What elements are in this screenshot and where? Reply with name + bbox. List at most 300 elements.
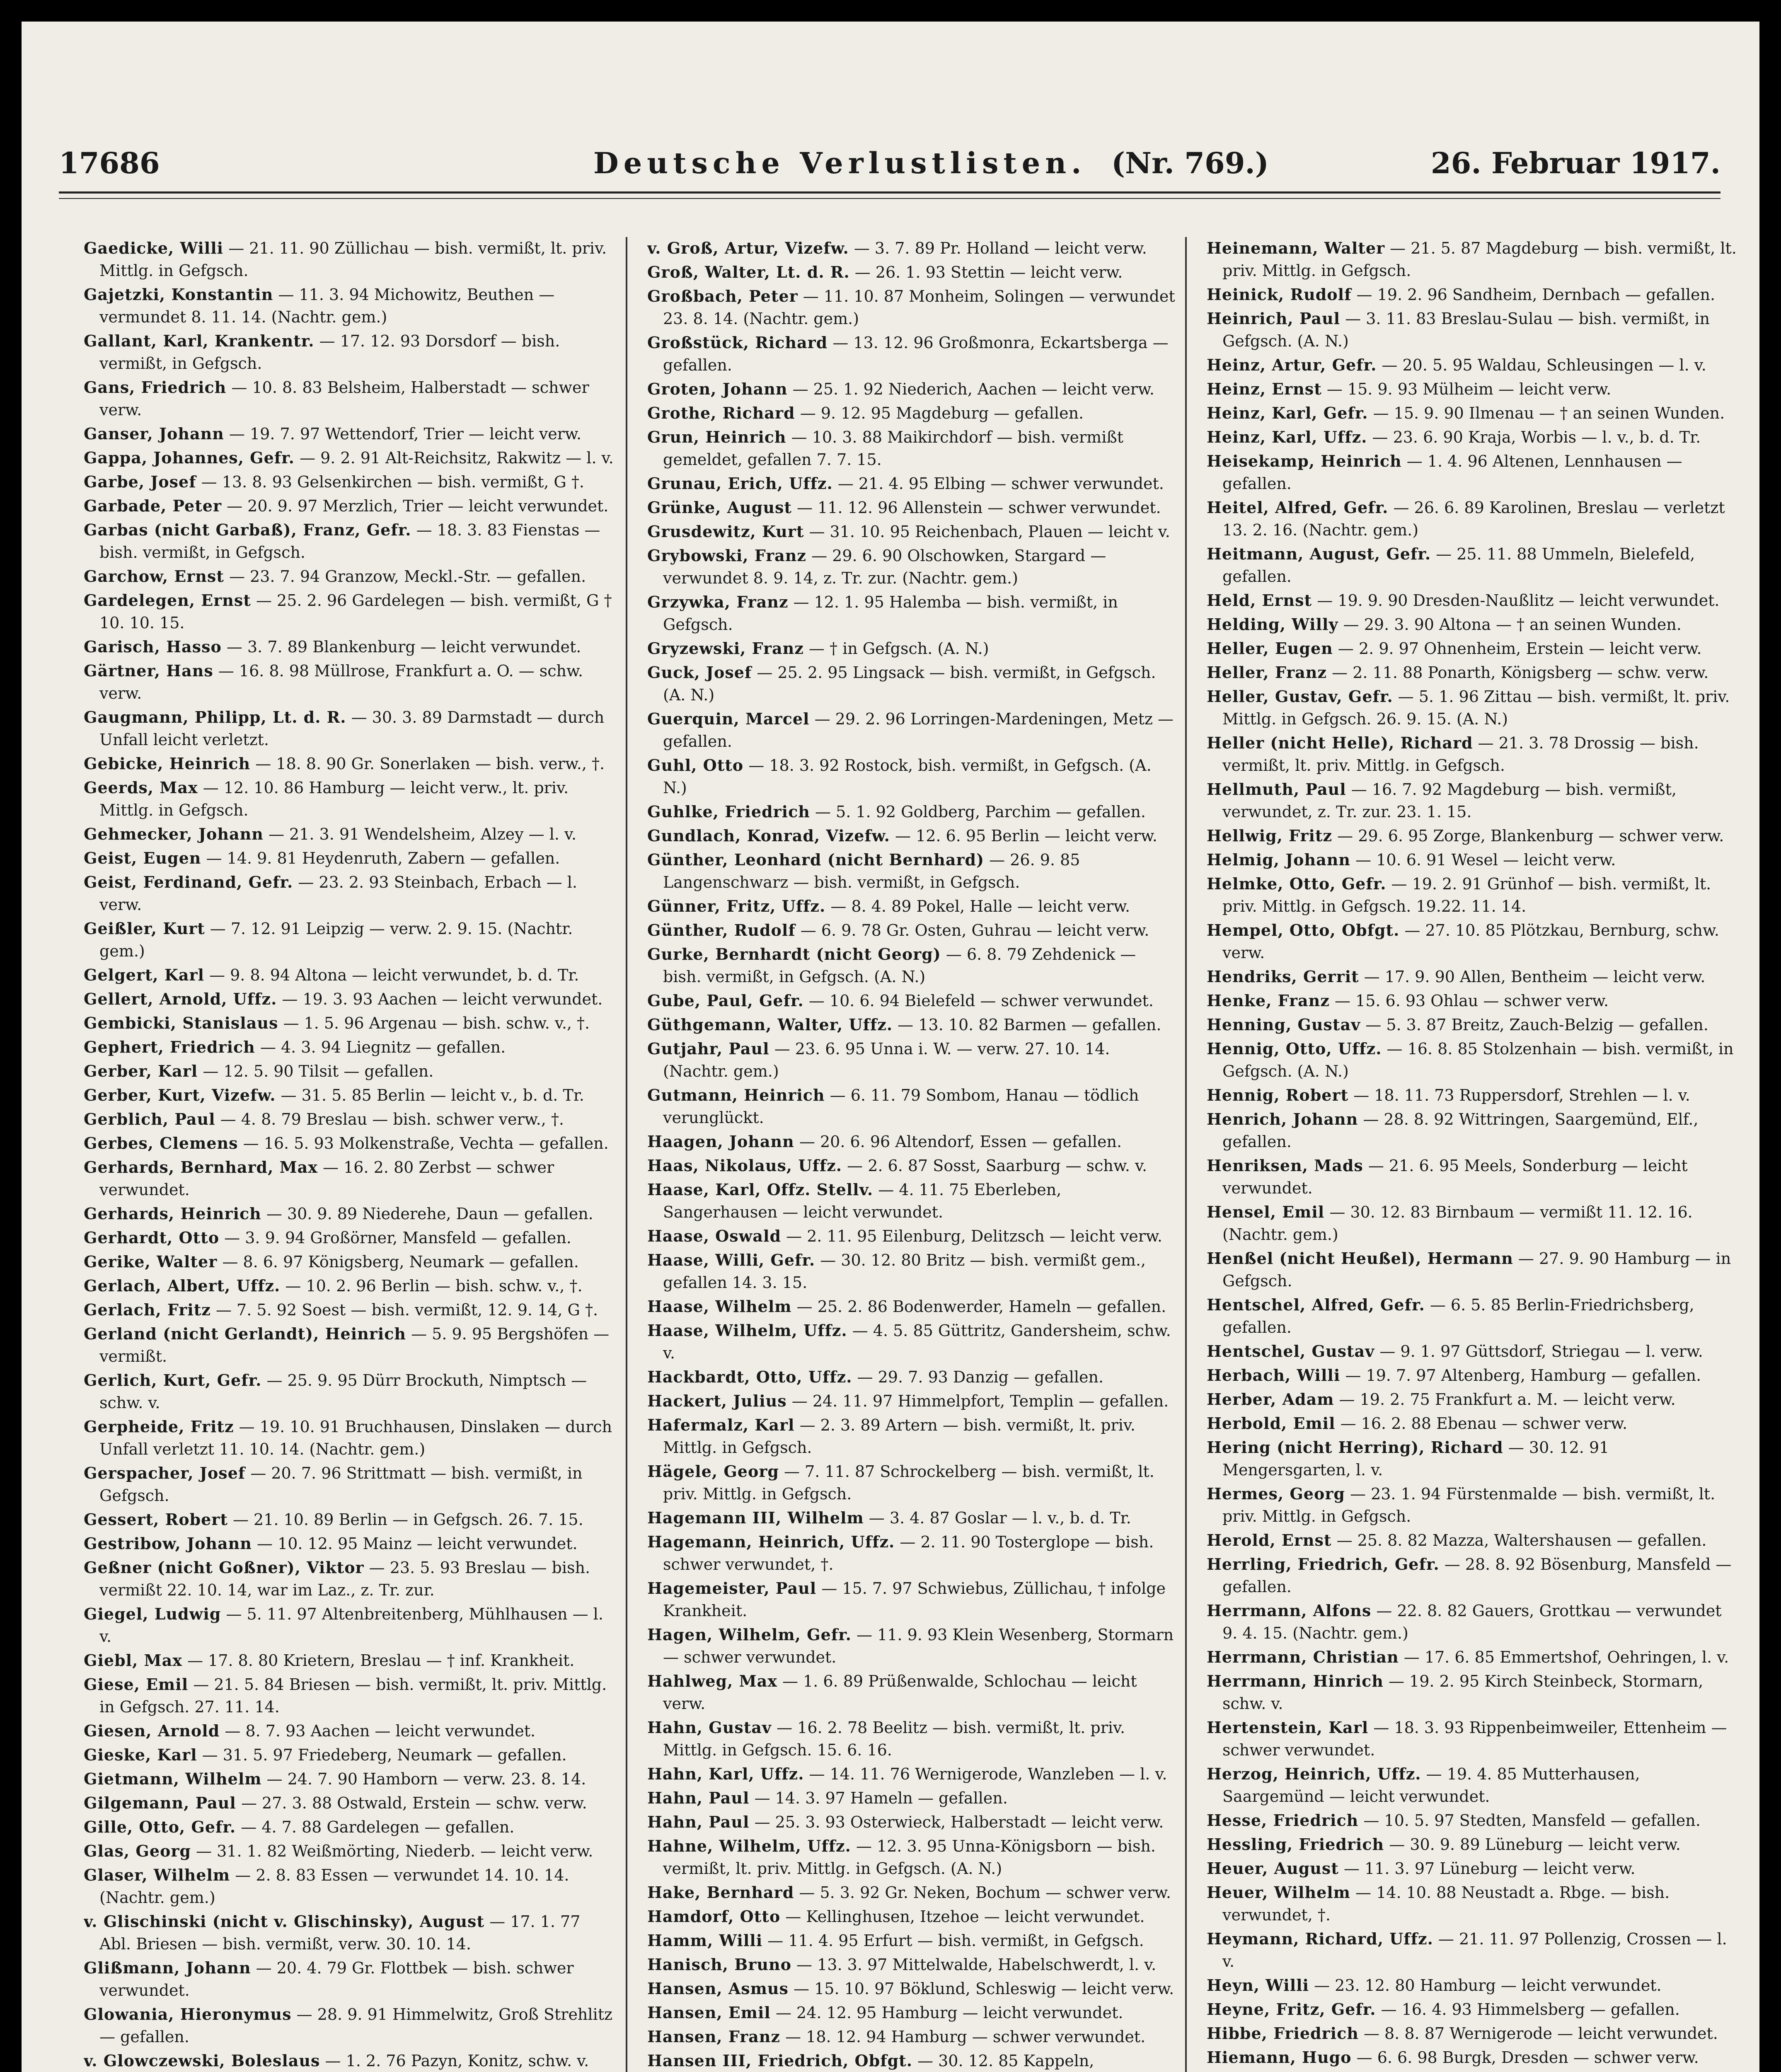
entry-name: Geist, Eugen (84, 849, 201, 867)
entry-name: Gryzewski, Franz (647, 639, 804, 658)
entry-name: Gurke, Bernhardt (nicht Georg) (647, 945, 941, 963)
entry-detail: — 17. 6. 85 Emmertshof, Oehringen, l. v. (1404, 1648, 1729, 1666)
entry-name: Geerds, Max (84, 778, 198, 797)
entry-detail: — 10. 8. 83 Belsheim, Halberstadt — schwer verw. (99, 378, 589, 419)
entry-name: Gerbes, Clemens (84, 1134, 238, 1152)
entry-name: Gajetzki, Konstantin (84, 285, 273, 304)
entry-name: Gube, Paul, Gefr. (647, 991, 804, 1010)
entry-name: Glaser, Wilhelm (84, 1866, 230, 1884)
entry-name: Hamm, Willi (647, 1931, 763, 1950)
entry-detail: — 1. 6. 89 Prüßenwalde, Schlochau — leicht verw. (663, 1672, 1137, 1713)
casualty-entry (1207, 1364, 1737, 1387)
casualty-entry (1207, 1483, 1737, 1527)
entry-name: Hansen, Asmus (647, 1979, 789, 1998)
entry-detail: — 1. 2. 76 Pazyn, Konitz, schw. v. (325, 2052, 589, 2070)
entry-name: Haase, Wilhelm, Uffz. (647, 1321, 847, 1340)
entry-name: Hagemann, Heinrich, Uffz. (647, 1532, 895, 1551)
entry-name: Held, Ernst (1207, 591, 1312, 610)
entry-detail: — 15. 9. 90 Ilmenau — † an seinen Wunden. (1373, 404, 1725, 422)
entry-detail: — 5. 3. 92 Gr. Neken, Bochum — schwer verw. (799, 1883, 1171, 1902)
casualty-entry (647, 1319, 1178, 1364)
entry-name: Heinz, Karl, Gefr. (1207, 404, 1368, 422)
entry-detail: — 23. 7. 94 Granzow, Meckl.-Str. — gefallen. (229, 567, 586, 586)
casualty-entry (647, 545, 1178, 589)
entry-name: Gutjahr, Paul (647, 1039, 770, 1058)
entry-detail: — 13. 8. 93 Gelsenkirchen — bish. vermißt, G †. (201, 473, 584, 491)
entry-name: Hellmuth, Paul (1207, 780, 1346, 799)
entry-detail: — 16. 2. 78 Beelitz — bish. vermißt, lt. priv. Mittlg. in Gefgsch. 15. 6. 16. (663, 1719, 1125, 1759)
entry-detail: — 18. 3. 93 Rippenbeimweiler, Ettenheim — schwer verwundet. (1222, 1719, 1727, 1759)
entry-detail: — 21. 11. 90 Züllichau — bish. vermißt, lt. priv. Mittlg. in Gefgsch. (99, 239, 607, 280)
entry-detail: — 5. 1. 92 Goldberg, Parchim — gefallen. (815, 803, 1146, 821)
casualty-entry (84, 376, 614, 421)
entry-name: Hagemeister, Paul (647, 1579, 817, 1598)
casualty-entry (84, 1649, 614, 1672)
entry-detail: — 19. 7. 97 Altenberg, Hamburg — gefallen. (1345, 1366, 1701, 1385)
casualty-entry (84, 237, 614, 282)
entry-name: Hagemann III, Wilhelm (647, 1508, 864, 1527)
entry-name: Heller, Franz (1207, 663, 1327, 682)
casualty-entry (647, 1038, 1178, 1082)
casualty-entry (84, 1108, 614, 1130)
entry-detail: — 16. 7. 92 Magdeburg — bish. vermißt, verwundet, z. Tr. zur. 23. 1. 15. (1222, 780, 1677, 821)
column-2 (647, 237, 1178, 2072)
entry-detail: — 21. 3. 91 Wendelsheim, Alzey — l. v. (268, 825, 577, 843)
entry-name: Gans, Friedrich (84, 378, 227, 397)
entry-name: Großbach, Peter (647, 287, 798, 305)
entry-name: Henning, Gustav (1207, 1015, 1361, 1034)
page-header (59, 146, 1721, 196)
casualty-entry (647, 1905, 1178, 1928)
entry-name: Giese, Emil (84, 1675, 189, 1694)
entry-name: Hansen, Franz (647, 2027, 780, 2046)
casualty-entry (647, 496, 1178, 519)
entry-detail: — 16. 2. 88 Ebenau — schwer verw. (1340, 1414, 1628, 1433)
entry-detail: — 10. 3. 88 Maikirchdorf — bish. vermißt gemeldet, gefallen 7. 7. 15. (663, 428, 1123, 469)
casualty-entry (84, 283, 614, 328)
casualty-entry (1207, 354, 1737, 376)
casualty-entry (647, 378, 1178, 400)
entry-name: Hering (nicht Herring), Richard (1207, 1438, 1503, 1457)
entry-detail: — 25. 2. 96 Gardelegen — bish. vermißt, G † 10. 10. 15. (99, 591, 612, 632)
casualty-entry (1207, 1974, 1737, 1997)
entry-name: Hake, Bernhard (647, 1883, 794, 1902)
casualty-entry (84, 1957, 614, 2002)
entry-detail: — 21. 5. 84 Briesen — bish. vermißt, lt. priv. Mittlg. in Gefgsch. 27. 11. 14. (99, 1675, 607, 1716)
casualty-entry (1207, 1833, 1737, 1856)
casualty-entry (84, 471, 614, 493)
entry-detail: — 25. 9. 95 Dürr Brockuth, Nimptsch — schw. v. (99, 1371, 587, 1412)
casualty-entry (84, 636, 614, 658)
entry-name: Heitel, Alfred, Gefr. (1207, 498, 1389, 517)
entry-name: Groß, Walter, Lt. d. R. (647, 263, 850, 281)
entry-detail: — 15. 6. 93 Ohlau — schwer verw. (1334, 992, 1609, 1010)
entry-name: Helding, Willy (1207, 615, 1338, 634)
entry-detail: — 7. 11. 87 Schrockelberg — bish. vermißt, lt. priv. Mittlg. in Gefgsch. (663, 1462, 1154, 1503)
entry-name: Garbade, Peter (84, 496, 222, 515)
entry-name: Hagen, Wilhelm, Gefr. (647, 1625, 852, 1644)
entry-detail: — 6. 11. 79 Sombom, Hanau — tödlich verunglückt. (663, 1086, 1139, 1127)
casualty-entry (1207, 1014, 1737, 1036)
entry-name: Gebicke, Heinrich (84, 754, 251, 773)
casualty-entry (84, 1768, 614, 1790)
entry-detail: — 19. 2. 91 Grünhof — bish. vermißt, lt. priv. Mittlg. in Gefgsch. 19.22. 11. 14. (1222, 875, 1711, 915)
entry-name: Gerhards, Heinrich (84, 1204, 261, 1223)
casualty-entry (1207, 2046, 1737, 2069)
casualty-entry (84, 1910, 614, 1955)
entry-name: Gille, Otto, Gefr. (84, 1818, 236, 1836)
casualty-entry (647, 990, 1178, 1012)
casualty-entry (1207, 1294, 1737, 1339)
entry-detail: — 23. 12. 80 Hamburg — leicht verwundet. (1314, 1976, 1662, 1995)
entry-detail: — 15. 10. 97 Böklund, Schleswig — leicht verw. (794, 1980, 1174, 1998)
entry-name: Grzywka, Franz (647, 593, 789, 611)
entry-detail: — 17. 1. 77 Abl. Briesen — bish. vermißt, verw. 30. 10. 14. (99, 1912, 581, 1953)
casualty-entry (647, 402, 1178, 424)
casualty-entry (84, 1012, 614, 1034)
casualty-entry (647, 1225, 1178, 1247)
entry-name: Henke, Franz (1207, 991, 1330, 1010)
casualty-entry (647, 1881, 1178, 1904)
casualty-entry (84, 1532, 614, 1555)
entry-detail: — 18. 3. 92 Rostock, bish. vermißt, in Gefgsch. (A. N.) (663, 756, 1152, 797)
entry-detail: — 31. 5. 97 Friedeberg, Neumark — gefallen. (202, 1746, 567, 1764)
entry-detail: — 14. 3. 97 Hameln — gefallen. (754, 1789, 1008, 1807)
entry-name: Heinemann, Walter (1207, 239, 1385, 257)
casualty-entry (84, 519, 614, 564)
publication-title: Deutsche Verlustlisten. (593, 146, 1087, 180)
casualty-entry (1207, 1436, 1737, 1481)
entry-detail: — 20. 7. 96 Strittmatt — bish. vermißt, in Gefgsch. (99, 1464, 583, 1505)
entry-name: Hennig, Robert (1207, 1086, 1349, 1104)
entry-name: Hellwig, Fritz (1207, 826, 1333, 845)
casualty-entry (1207, 1084, 1737, 1106)
casualty-entry (1207, 589, 1737, 612)
entry-name: Gellert, Arnold, Uffz. (84, 990, 277, 1008)
entry-detail: — 1. 4. 96 Altenen, Lennhausen — gefallen. (1222, 452, 1682, 493)
casualty-entry (1207, 966, 1737, 988)
entry-detail: — 15. 9. 93 Mülheim — leicht verw. (1326, 380, 1612, 398)
casualty-entry (1207, 237, 1737, 282)
column-divider (1185, 237, 1187, 2072)
entry-detail: — 30. 9. 89 Niederehe, Daun — gefallen. (266, 1205, 593, 1223)
casualty-entry (647, 754, 1178, 799)
entry-detail: — 16. 5. 93 Molkenstraße, Vechta — gefallen. (243, 1134, 609, 1152)
entry-detail: — 11. 12. 96 Allenstein — schwer verwundet. (797, 499, 1161, 517)
entry-name: Hahn, Paul (647, 1789, 750, 1807)
entry-detail: — 22. 8. 82 Gauers, Grottkau — verwundet 9. 4. 15. (Nachtr. gem.) (1222, 1602, 1722, 1642)
casualty-entry (1207, 1646, 1737, 1668)
casualty-entry (1207, 1038, 1737, 1082)
casualty-entry (647, 261, 1178, 283)
casualty-entry (647, 1014, 1178, 1036)
entry-detail: — 2. 9. 97 Ohnenheim, Erstein — leicht verw. (1338, 639, 1702, 658)
entry-detail: — 27. 3. 88 Ostwald, Erstein — schw. verw. (241, 1794, 587, 1812)
entry-name: Geßner (nicht Goßner), Viktor (84, 1558, 364, 1577)
column-1 (84, 237, 614, 2072)
entry-detail: — Kellinghusen, Itzehoe — leicht verwundet. (785, 1907, 1145, 1926)
entry-name: Heymann, Richard, Uffz. (1207, 1929, 1433, 1948)
casualty-entry (647, 1366, 1178, 1388)
entry-name: Gelgert, Karl (84, 966, 204, 984)
entry-detail: — 3. 7. 89 Pr. Holland — leicht verw. (854, 239, 1147, 257)
entry-detail: — 17. 12. 93 Dorsdorf — bish. vermißt, in Gefgsch. (99, 332, 560, 373)
entry-name: Gaugmann, Philipp, Lt. d. R. (84, 708, 346, 726)
entry-detail: — 7. 12. 91 Leipzig — verw. 2. 9. 15. (Nachtr. gem.) (99, 920, 573, 960)
entry-name: Ganser, Johann (84, 424, 224, 443)
entry-name: Heller (nicht Helle), Richard (1207, 733, 1473, 752)
entry-name: Hägele, Georg (647, 1462, 779, 1481)
entry-name: Heuer, Wilhelm (1207, 1883, 1350, 1902)
entry-name: Gestribow, Johann (84, 1534, 252, 1553)
entry-detail: — 30. 3. 89 Darmstadt — durch Unfall leicht verletzt. (99, 708, 605, 749)
entry-name: Gerike, Walter (84, 1252, 218, 1271)
entry-name: Großstück, Richard (647, 333, 828, 352)
casualty-entry (84, 447, 614, 469)
entry-name: Hermes, Georg (1207, 1484, 1345, 1503)
casualty-entry (647, 1390, 1178, 1412)
casualty-entry (647, 1929, 1178, 1952)
entry-detail: — 19. 2. 75 Frankfurt a. M. — leicht verw. (1339, 1390, 1676, 1409)
entry-name: Gerber, Kurt, Vizefw. (84, 1086, 276, 1104)
casualty-entry (84, 1203, 614, 1225)
casualty-entry (84, 423, 614, 445)
casualty-entry (84, 660, 614, 704)
entry-name: Herold, Ernst (1207, 1531, 1332, 1549)
entry-name: Heller, Gustav, Gefr. (1207, 687, 1393, 706)
entry-detail: — 20. 5. 95 Waldau, Schleusingen — l. v. (1382, 356, 1706, 374)
casualty-entry (647, 708, 1178, 753)
entry-name: Haase, Karl, Offz. Stellv. (647, 1180, 874, 1199)
entry-name: Hamdorf, Otto (647, 1907, 781, 1926)
casualty-entry (647, 1811, 1178, 1833)
casualty-entry (84, 777, 614, 821)
entry-detail: — 21. 4. 95 Elbing — schwer verwundet. (837, 474, 1164, 493)
casualty-entry (647, 801, 1178, 823)
entry-detail: — 18. 3. 83 Fienstas — bish. vermißt, in Gefgsch. (99, 521, 600, 562)
casualty-entry (1207, 283, 1737, 306)
casualty-entry (1207, 1247, 1737, 1292)
entry-name: Heller, Eugen (1207, 639, 1333, 658)
entry-name: Giebl, Max (84, 1651, 182, 1670)
entry-detail: — 24. 7. 90 Hamborn — verw. 23. 8. 14. (266, 1770, 586, 1788)
entry-detail: — 25. 1. 92 Niederich, Aachen — leicht verw. (792, 380, 1154, 398)
entry-name: Grunau, Erich, Uffz. (647, 474, 833, 493)
entry-detail: — 5. 1. 96 Zittau — bish. vermißt, lt. priv. Mittlg. in Gefgsch. 26. 9. 15. (A. N.) (1222, 687, 1730, 728)
entry-detail: — 19. 10. 91 Bruchhausen, Dinslaken — durch Unfall verletzt 11. 10. 14. (Nachtr. gem.) (99, 1418, 612, 1458)
entry-detail: — 25. 8. 82 Mazza, Waltershausen — gefallen. (1336, 1531, 1707, 1549)
casualty-entry (647, 825, 1178, 847)
entry-name: Hafermalz, Karl (647, 1416, 795, 1434)
entry-name: Henriksen, Mads (1207, 1156, 1363, 1175)
issue-date: 26. Februar 1917. (1430, 146, 1721, 180)
entry-detail: — 20. 6. 96 Altendorf, Essen — gefallen. (799, 1133, 1122, 1151)
entry-name: v. Glischinski (nicht v. Glischinsky), August (84, 1912, 485, 1931)
entry-detail: — 23. 5. 93 Breslau — bish. vermißt 22. 10. 14, war im Laz., z. Tr. zur. (99, 1559, 590, 1599)
entry-name: Giesen, Arnold (84, 1721, 220, 1740)
casualty-entry (84, 1369, 614, 1414)
entry-name: Guhl, Otto (647, 756, 744, 775)
entry-detail: — 20. 4. 79 Gr. Flottbek — bish. schwer verwundet. (99, 1959, 574, 1999)
casualty-entry (84, 1792, 614, 1814)
entry-detail: — 25. 2. 86 Bodenwerder, Hameln — gefallen. (796, 1297, 1166, 1316)
entry-name: Günther, Leonhard (nicht Bernhard) (647, 850, 985, 869)
entry-name: Hensel, Emil (1207, 1203, 1325, 1221)
entry-name: Giegel, Ludwig (84, 1605, 221, 1623)
entry-detail: — 16. 2. 80 Zerbst — schwer verwundet. (99, 1158, 554, 1199)
casualty-entry (1207, 543, 1737, 588)
entry-detail: — 24. 11. 97 Himmelpfort, Templin — gefallen. (791, 1392, 1169, 1410)
entry-name: Heinick, Rudolf (1207, 285, 1352, 304)
casualty-entry (1207, 1670, 1737, 1715)
entry-name: Gieske, Karl (84, 1745, 197, 1764)
entry-detail: — 31. 10. 95 Reichenbach, Plauen — leicht v. (809, 523, 1170, 541)
entry-detail: — 6. 8. 79 Zehdenick — bish. vermißt, in Gefgsch. (A. N.) (663, 945, 1136, 986)
entry-detail: — 31. 5. 85 Berlin — leicht v., b. d. Tr. (281, 1086, 584, 1104)
entry-detail: — 20. 9. 97 Merzlich, Trier — leicht verwundet. (227, 497, 609, 515)
entry-detail: — 25. 11. 88 Ummeln, Bielefeld, gefallen. (1222, 545, 1695, 586)
casualty-entry (647, 472, 1178, 495)
casualty-entry (84, 1673, 614, 1718)
entry-name: Herrmann, Christian (1207, 1648, 1399, 1666)
entry-name: Hahn, Karl, Uffz. (647, 1765, 804, 1783)
entry-name: Hentschel, Gustav (1207, 1342, 1375, 1360)
entry-detail: — 5. 3. 87 Breitz, Zauch-Belzig — gefallen. (1365, 1016, 1708, 1034)
entry-name: Haas, Nikolaus, Uffz. (647, 1156, 842, 1175)
entry-name: Herber, Adam (1207, 1390, 1334, 1409)
entry-name: Hanisch, Bruno (647, 1955, 791, 1974)
entry-detail: — 6. 9. 78 Gr. Osten, Guhrau — leicht verw. (800, 921, 1149, 939)
casualty-entry (647, 1155, 1178, 1177)
entry-detail: — 26. 9. 85 Langenschwarz — bish. vermißt, in Gefgsch. (663, 851, 1080, 891)
entry-name: Gerlach, Fritz (84, 1300, 211, 1319)
entry-name: Guck, Josef (647, 663, 752, 682)
entry-detail: — 14. 9. 81 Heydenruth, Zabern — gefallen. (206, 849, 560, 867)
casualty-entry (647, 1577, 1178, 1622)
casualty-entry (84, 1720, 614, 1742)
casualty-entry (1207, 2022, 1737, 2045)
page-number: 17686 (59, 146, 160, 180)
header-rule-thin (59, 198, 1721, 199)
casualty-entry (84, 1462, 614, 1507)
entry-name: Guhlke, Friedrich (647, 802, 810, 821)
entry-detail: — 4. 5. 85 Güttritz, Gandersheim, schw. v. (663, 1322, 1171, 1362)
entry-detail: — 2. 3. 89 Artern — bish. vermißt, lt. priv. Mittlg. in Gefgsch. (663, 1416, 1135, 1457)
entry-detail: — 9. 8. 94 Altona — leicht verwundet, b. d. Tr. (209, 966, 579, 984)
entry-detail: — 4. 8. 79 Breslau — bish. schwer verw., †. (220, 1110, 564, 1128)
casualty-entry (1207, 1553, 1737, 1598)
casualty-entry (1207, 1716, 1737, 1761)
casualty-entry (84, 1132, 614, 1155)
entry-detail: — 10. 6. 94 Bielefeld — schwer verwundet. (808, 992, 1154, 1010)
entry-name: Hesse, Friedrich (1207, 1811, 1359, 1830)
entry-detail: — 8. 8. 87 Wernigerode — leicht verwundet. (1363, 2024, 1718, 2043)
entry-name: Heyn, Willi (1207, 1976, 1309, 1995)
entry-name: Haase, Oswald (647, 1227, 782, 1245)
casualty-entry (647, 1249, 1178, 1294)
entry-detail: — 14. 11. 76 Wernigerode, Wanzleben — l. v. (809, 1765, 1167, 1783)
entry-detail: — 12. 5. 90 Tilsit — gefallen. (203, 1062, 434, 1080)
casualty-entry (1207, 873, 1737, 917)
entry-detail: — 13. 12. 96 Großmonra, Eckartsberga — gefallen. (663, 334, 1169, 374)
entry-name: Heuer, August (1207, 1859, 1339, 1878)
casualty-entry (1207, 1600, 1737, 1644)
casualty-entry (1207, 685, 1737, 730)
casualty-entry (647, 1835, 1178, 1880)
casualty-entry (647, 2050, 1178, 2072)
entry-name: Gessert, Robert (84, 1510, 228, 1529)
entry-detail: — 6. 5. 85 Berlin-Friedrichsberg, gefallen. (1222, 1296, 1694, 1336)
entry-detail: — 25. 2. 95 Lingsack — bish. vermißt, in Gefgsch. (A. N.) (663, 663, 1156, 704)
entry-detail: — 23. 2. 93 Steinbach, Erbach — l. verw. (99, 873, 578, 914)
entry-name: Garbe, Josef (84, 472, 196, 491)
entry-name: Grun, Heinrich (647, 428, 786, 446)
casualty-entry (647, 285, 1178, 330)
entry-detail: — 25. 3. 93 Osterwieck, Halberstadt — leicht verw. (754, 1813, 1164, 1831)
casualty-entry (647, 943, 1178, 988)
casualty-entry (84, 1084, 614, 1106)
casualty-entry (84, 1299, 614, 1321)
casualty-entry (84, 1227, 614, 1249)
entry-name: Gerhardt, Otto (84, 1228, 220, 1247)
casualty-entry (1207, 1155, 1737, 1199)
casualty-entry (1207, 496, 1737, 541)
casualty-entry (647, 1670, 1178, 1715)
casualty-entry (1207, 1388, 1737, 1411)
casualty-entry (1207, 1809, 1737, 1832)
casualty-entry (84, 753, 614, 775)
casualty-entry (84, 330, 614, 375)
entry-detail: — 28. 9. 91 Himmelwitz, Groß Strehlitz — gefallen. (99, 2005, 612, 2046)
entry-name: Hentschel, Alfred, Gefr. (1207, 1295, 1425, 1314)
entry-detail: — 12. 6. 95 Berlin — leicht verw. (895, 827, 1157, 845)
casualty-entry (647, 426, 1178, 471)
entry-detail: — 26. 6. 89 Karolinen, Breslau — verletzt 13. 2. 16. (Nachtr. gem.) (1222, 499, 1725, 539)
entry-detail: — 6. 6. 98 Burgk, Dresden — schwer verw. (1356, 2048, 1699, 2067)
entry-name: Garbas (nicht Garbaß), Franz, Gefr. (84, 520, 411, 539)
entry-name: Helmke, Otto, Gefr. (1207, 874, 1387, 893)
entry-detail: — 11. 3. 94 Michowitz, Beuthen — vermundet 8. 11. 14. (Nachtr. gem.) (99, 286, 555, 326)
entry-name: Grybowski, Franz (647, 546, 806, 565)
casualty-entry (1207, 1340, 1737, 1363)
entry-name: Gerber, Karl (84, 1062, 198, 1080)
entry-detail: — 13. 3. 97 Mittelwalde, Habelschwerdt, l. v. (796, 1956, 1157, 1974)
entry-name: Hempel, Otto, Obfgt. (1207, 921, 1400, 939)
entry-detail: — 18. 12. 94 Hamburg — schwer verwundet. (785, 2028, 1146, 2046)
entry-detail: — 10. 2. 96 Berlin — bish. schw. v., †. (285, 1277, 583, 1295)
casualty-entry (647, 1953, 1178, 1976)
casualty-entry (84, 1060, 614, 1082)
entry-detail: — 21. 10. 89 Berlin — in Gefgsch. 26. 7. 15. (232, 1510, 583, 1529)
casualty-entry (647, 1130, 1178, 1153)
entry-name: Hackert, Julius (647, 1392, 787, 1410)
entry-detail: — 29. 6. 95 Zorge, Blankenburg — schwer verw. (1337, 827, 1724, 845)
entry-name: Heisekamp, Heinrich (1207, 452, 1402, 470)
entry-detail: — 29. 3. 90 Altona — † an seinen Wunden. (1343, 615, 1682, 634)
casualty-entry (1207, 1857, 1737, 1880)
entry-detail: — 12. 10. 86 Hamburg — leicht verw., lt. priv. Mittlg. in Gefgsch. (99, 779, 569, 819)
entry-name: Garisch, Hasso (84, 637, 222, 656)
entry-name: Helmig, Johann (1207, 850, 1351, 869)
entry-detail: — 23. 1. 94 Fürstenmalde — bish. vermißt, lt. priv. Mittlg. in Gefgsch. (1222, 1485, 1716, 1525)
entry-detail: — 21. 6. 95 Meels, Sonderburg — leicht verwundet. (1222, 1157, 1688, 1197)
casualty-entry (1207, 1998, 1737, 2021)
entry-detail: — 18. 8. 90 Gr. Sonerlaken — bish. verw., †. (255, 755, 605, 773)
casualty-entry (1207, 1108, 1737, 1153)
entry-detail: — 23. 6. 95 Unna i. W. — verw. 27. 10. 14. (Nachtr. gem.) (663, 1040, 1110, 1080)
casualty-entry (647, 849, 1178, 893)
entry-detail: — 31. 1. 82 Weißmörting, Niederb. — leicht verw. (196, 1842, 593, 1860)
